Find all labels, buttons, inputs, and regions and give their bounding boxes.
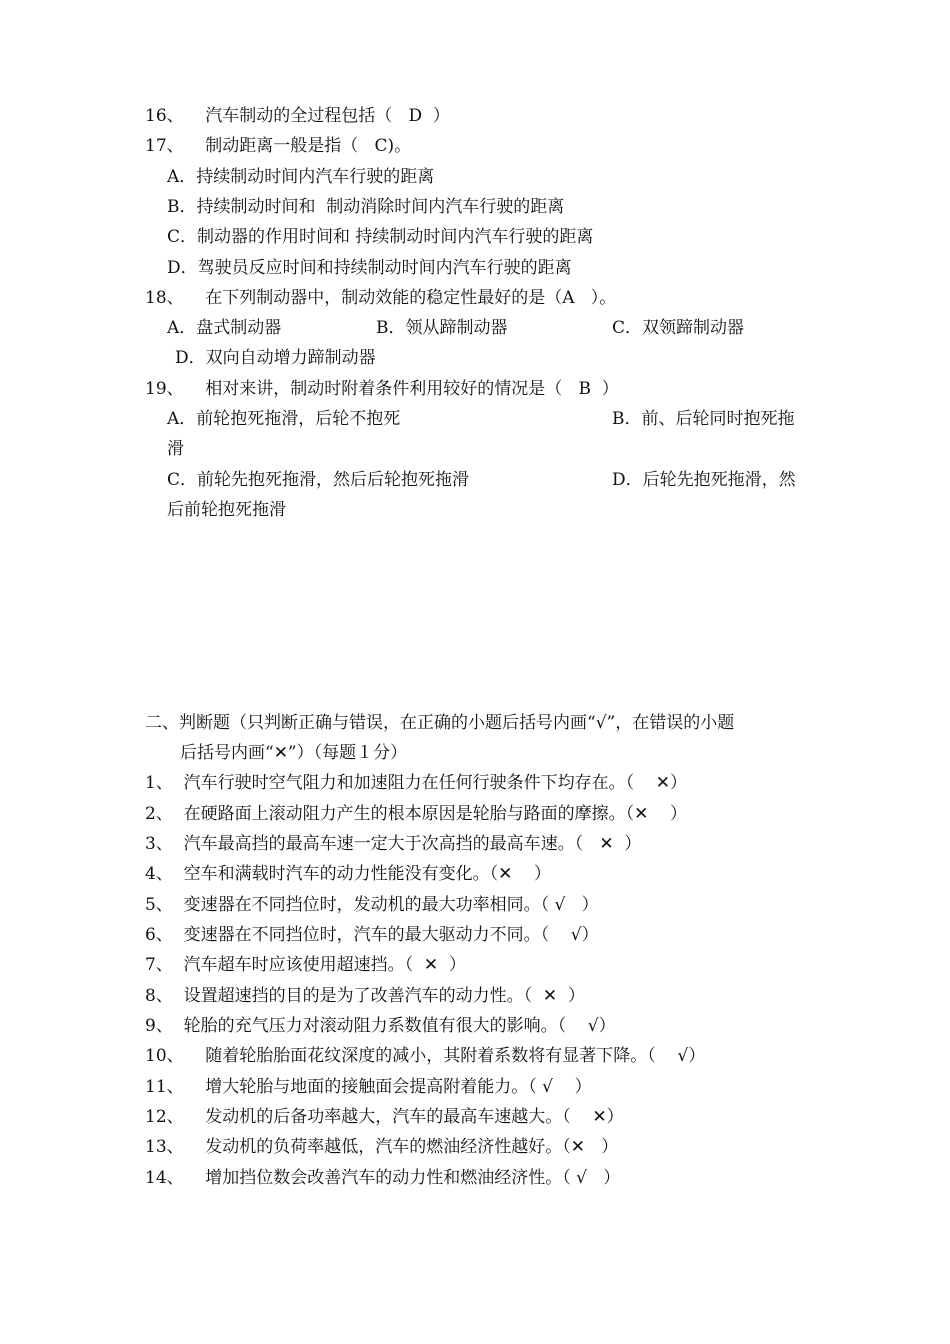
option-18a: A．盘式制动器 — [167, 318, 282, 338]
section-heading-wrap: 后括号内画“✕”）（每题１分） — [180, 743, 408, 763]
judgment-item-8: 8、 设置超速挡的目的是为了改善汽车的动力性。（ ✕ ） — [145, 986, 585, 1006]
option-18c: C．双领蹄制动器 — [612, 318, 745, 338]
question-19: 19、 相对来讲，制动时附着条件利用较好的情况是（ B ） — [145, 379, 619, 399]
option-18b: B．领从蹄制动器 — [376, 318, 508, 338]
question-18: 18、 在下列制动器中，制动效能的稳定性最好的是（A ）。 — [145, 288, 617, 308]
option-18d: D．双向自动增力蹄制动器 — [175, 348, 376, 368]
judgment-item-13: 13、 发动机的负荷率越低，汽车的燃油经济性越好。（✕ ） — [145, 1137, 619, 1157]
judgment-item-11: 11、 增大轮胎与地面的接触面会提高附着能力。（ √ ） — [145, 1077, 592, 1097]
judgment-item-3: 3、 汽车最高挡的最高车速一定大于次高挡的最高车速。（ ✕ ） — [145, 834, 642, 854]
judgment-item-14: 14、 增加挡位数会改善汽车的动力性和燃油经济性。（ √ ） — [145, 1168, 621, 1188]
option-19d-wrap: 后前轮抱死拖滑 — [167, 500, 286, 520]
option-17a: A．持续制动时间内汽车行驶的距离 — [167, 167, 435, 187]
question-17: 17、 制动距离一般是指（ C)。 — [145, 136, 412, 156]
judgment-item-6: 6、 变速器在不同挡位时，汽车的最大驱动力不同。（ √） — [145, 925, 599, 945]
judgment-item-12: 12、 发动机的后备功率越大，汽车的最高车速越大。（ ✕） — [145, 1107, 624, 1127]
judgment-item-2: 2、 在硬路面上滚动阻力产生的根本原因是轮胎与路面的摩擦。（✕ ） — [145, 804, 687, 824]
option-17d: D．驾驶员反应时间和持续制动时间内汽车行驶的距离 — [167, 258, 572, 278]
section-heading: 二、判断题（只判断正确与错误，在正确的小题后括号内画“√”，在错误的小题 — [145, 713, 735, 733]
question-16: 16、 汽车制动的全过程包括（ D ） — [145, 106, 450, 126]
option-17b: B．持续制动时间和 制动消除时间内汽车行驶的距离 — [167, 197, 565, 217]
judgment-item-9: 9、 轮胎的充气压力对滚动阻力系数值有很大的影响。（ √） — [145, 1016, 616, 1036]
judgment-item-1: 1、 汽车行驶时空气阻力和加速阻力在任何行驶条件下均存在。（ ✕） — [145, 773, 687, 793]
option-19a: A．前轮抱死拖滑，后轮不抱死 — [167, 409, 401, 429]
option-19b: B．前、后轮同时抱死拖 — [612, 409, 795, 429]
judgment-item-5: 5、 变速器在不同挡位时，发动机的最大功率相同。（ √ ） — [145, 895, 599, 915]
option-19c: C．前轮先抱死拖滑，然后后轮抱死拖滑 — [167, 470, 470, 490]
judgment-item-4: 4、 空车和满载时汽车的动力性能没有变化。（✕ ） — [145, 864, 551, 884]
judgment-item-10: 10、 随着轮胎胎面花纹深度的减小，其附着系数将有显著下降。（ √） — [145, 1046, 706, 1066]
option-19d: D．后轮先抱死拖滑，然 — [612, 470, 796, 490]
option-19b-wrap: 滑 — [167, 439, 184, 459]
option-17c: C．制动器的作用时间和 持续制动时间内汽车行驶的距离 — [167, 227, 594, 247]
judgment-item-7: 7、 汽车超车时应该使用超速挡。（ ✕ ） — [145, 955, 466, 975]
